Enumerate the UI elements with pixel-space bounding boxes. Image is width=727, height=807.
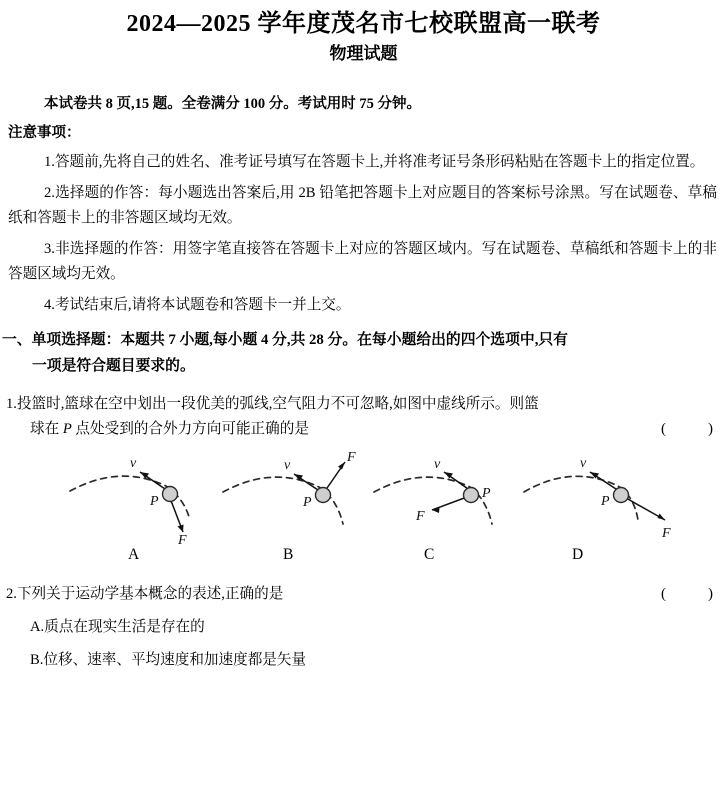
force-label-b: F	[347, 449, 356, 465]
point-label-a: P	[150, 493, 159, 509]
question-1-line1: 投篮时,篮球在空中划出一段优美的弧线,空气阻力不可忽略,如图中虚线所示。则篮	[16, 395, 539, 412]
ball-b	[316, 487, 331, 502]
trajectory-diagram-b	[218, 448, 383, 546]
exam-info-line: 本试卷共 8 页,15 题。全卷满分 100 分。考试用时 75 分钟。	[44, 96, 421, 113]
option-label-d: D	[572, 545, 584, 563]
velocity-label-b: v	[284, 457, 291, 473]
notice-item-4: 4.考试结束后,请将本试题卷和答题卡一并上交。	[44, 297, 351, 314]
notice-item-1: 1.答题前,先将自己的姓名、准考证号填写在答题卡上,并将准考证号条形码粘贴在答题卡上的指定位置。	[44, 153, 705, 170]
force-arrowhead-d	[658, 513, 666, 520]
velocity-label-a: v	[130, 455, 137, 471]
force-label-d: F	[662, 525, 671, 541]
answer-paren-right-q1: )	[708, 420, 713, 437]
force-arrowhead-b	[338, 462, 345, 470]
ball-a	[163, 486, 178, 501]
point-label-d: P	[601, 493, 610, 509]
section-one-line1: 一、单项选择题：本题共 7 小题,每小题 4 分,共 28 分。在每小题给出的四个选项中,只有	[2, 332, 568, 349]
option-label-c: C	[424, 545, 435, 563]
option-label-b: B	[283, 545, 294, 563]
point-label-b: P	[303, 494, 312, 510]
question-1-figure-row	[0, 448, 727, 546]
force-arrowhead-a	[178, 524, 184, 532]
notice-item-2: 2.选择题的作答：每小题选出答案后,用 2B 铅笔把答题卡上对应题目的答案标号涂黑。写在试题卷、草稿纸和答题卡上的非答题区域均无效。	[8, 184, 717, 226]
answer-paren-right-q2: )	[708, 585, 713, 602]
question-1-number: 1.	[6, 395, 17, 412]
figure-option-a	[62, 448, 227, 546]
trajectory-diagram-c	[372, 448, 537, 546]
question-2-choice-b: B.位移、速率、平均速度和加速度都是矢量	[30, 651, 307, 668]
option-label-a: A	[128, 545, 140, 563]
question-2-number: 2.	[6, 585, 17, 602]
figure-option-c	[372, 448, 537, 546]
answer-paren-left-q2: (	[661, 585, 666, 602]
question-1-line2	[6, 417, 727, 442]
question-1-option-labels	[0, 546, 727, 570]
answer-paren-left-q1: (	[661, 420, 666, 437]
trajectory-diagram-d	[522, 448, 697, 546]
ball-c	[464, 487, 479, 502]
section-one-heading	[0, 328, 727, 379]
point-label-c: P	[482, 485, 491, 501]
question-1-point-var: P	[62, 420, 72, 437]
figure-option-d	[522, 448, 687, 546]
page-subtitle: 物理试题	[329, 44, 398, 63]
question-1	[0, 392, 727, 442]
question-2	[0, 582, 727, 607]
ball-d	[614, 487, 629, 502]
force-vector-c	[432, 497, 467, 510]
question-1-line2-pre: 球在	[30, 420, 63, 437]
force-label-c: F	[416, 508, 425, 524]
velocity-label-d: v	[580, 455, 587, 471]
notice-item-3: 3.非选择题的作答：用签字笔直接答在答题卡上对应的答题区域内。写在试题卷、草稿纸和答题卡上的非答题区域均无效。	[8, 240, 717, 283]
velocity-label-c: v	[434, 456, 441, 472]
figure-option-b	[218, 448, 383, 546]
trajectory-diagram-a	[62, 448, 227, 546]
notice-heading: 注意事项：	[8, 125, 81, 142]
question-2-line1: 下列关于运动学基本概念的表述,正确的是	[16, 585, 284, 602]
force-label-a: F	[178, 532, 187, 546]
section-one-line2: 一项是符合题目要求的。	[32, 357, 195, 374]
question-1-line2-post: 点处受到的合外力方向可能正确的是	[71, 420, 309, 437]
page-title: 2024—2025 学年度茂名市七校联盟高一联考	[126, 11, 601, 37]
question-2-choice-a: A.质点在现实生活是存在的	[30, 619, 205, 635]
